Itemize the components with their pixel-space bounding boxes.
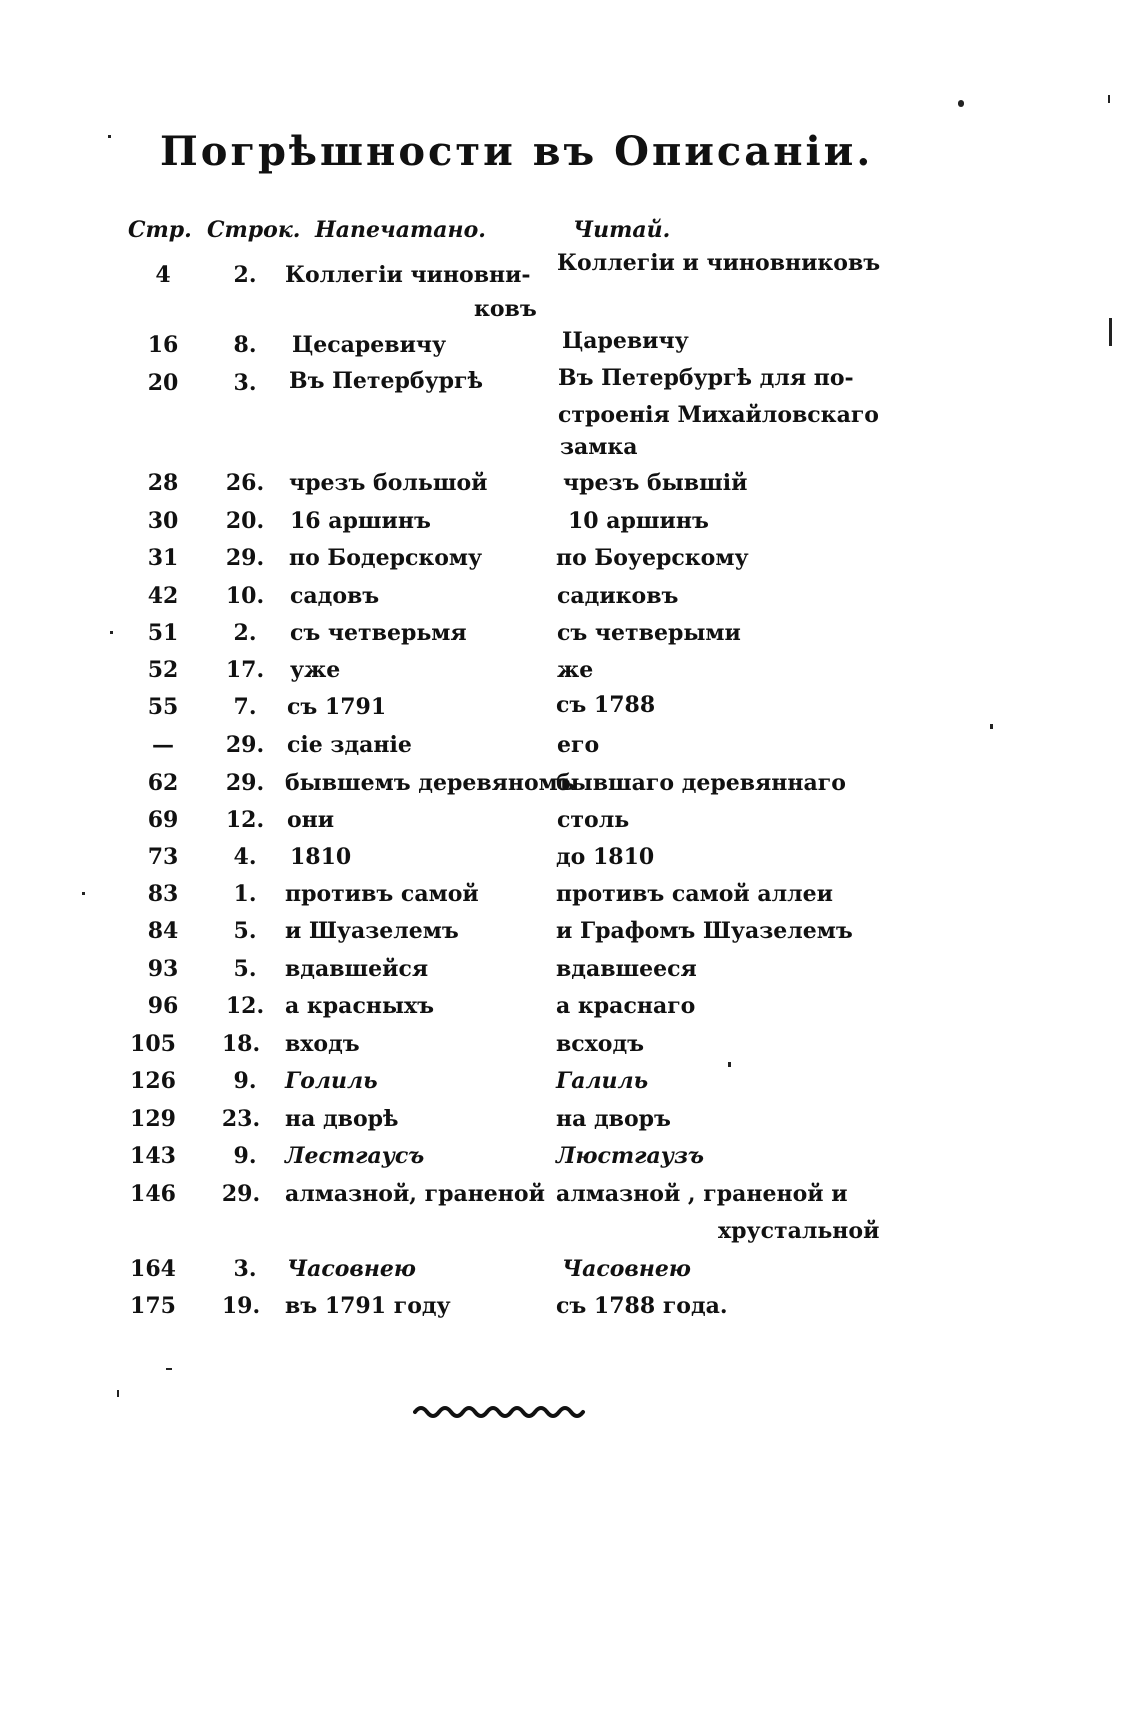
row-printed: бывшемъ деревяномъ <box>285 770 575 796</box>
scan-speck <box>990 724 993 729</box>
row-page: 51 <box>147 620 179 646</box>
row-read: съ 1788 года. <box>556 1293 728 1319</box>
row-printed: сiе зданiе <box>287 732 412 758</box>
row-read-cont: хрустальной <box>718 1218 880 1244</box>
page-title: Погрѣшности въ Описанiи. <box>160 128 874 175</box>
row-read: бывшаго деревяннаго <box>556 770 846 796</box>
row-page: 69 <box>147 807 179 833</box>
row-printed: Часовнею <box>287 1256 416 1282</box>
row-read: Галиль <box>556 1068 649 1094</box>
row-read: противъ самой аллеи <box>556 881 833 907</box>
row-line: 2. <box>233 620 257 646</box>
row-read: алмазной , граненой и <box>556 1181 848 1207</box>
row-line: 12. <box>225 993 265 1019</box>
row-line: 10. <box>225 583 265 609</box>
header-printed: Напечатано. <box>315 217 486 243</box>
row-page: 126 <box>130 1068 176 1094</box>
row-read: его <box>557 732 600 758</box>
scan-speck <box>728 1062 731 1067</box>
row-read: Часовнею <box>562 1256 691 1282</box>
scan-speck <box>166 1368 172 1370</box>
scan-speck <box>82 892 85 895</box>
row-page: 84 <box>147 918 179 944</box>
row-read-cont: замка <box>560 434 638 460</box>
row-line: 4. <box>233 844 257 870</box>
row-line: 29. <box>225 770 265 796</box>
row-printed: они <box>287 807 335 833</box>
row-page: 93 <box>147 956 179 982</box>
row-printed: Голиль <box>285 1068 378 1094</box>
row-page: 16 <box>147 332 179 358</box>
row-line: 3. <box>233 1256 257 1282</box>
row-printed: Въ Петербургѣ <box>289 368 484 394</box>
row-line: 9. <box>233 1143 257 1169</box>
row-printed: съ четверьмя <box>290 620 467 646</box>
row-page: 73 <box>147 844 179 870</box>
row-page: 164 <box>130 1256 176 1282</box>
row-printed: садовъ <box>290 583 380 609</box>
row-read: Коллегiи и чиновниковъ <box>557 250 881 276</box>
row-page: 42 <box>147 583 179 609</box>
row-printed: на дворѣ <box>285 1106 399 1132</box>
row-read: по Боуерскому <box>556 545 749 571</box>
row-printed: уже <box>290 657 341 683</box>
row-read: садиковъ <box>557 583 679 609</box>
header-read: Читай. <box>573 217 671 243</box>
row-read: съ четверыми <box>557 620 741 646</box>
header-line: Строк. <box>207 217 301 243</box>
row-line: 18. <box>221 1031 261 1057</box>
row-printed: съ 1791 <box>287 694 387 720</box>
row-line: 8. <box>233 332 257 358</box>
row-read: столь <box>557 807 630 833</box>
row-printed: 16 аршинъ <box>290 508 431 534</box>
row-read-cont: строенiя Михайловскаго <box>558 402 879 428</box>
row-read: а краснаго <box>556 993 696 1019</box>
row-printed: по Бодерскому <box>289 545 483 571</box>
row-read: Люстгаузъ <box>556 1143 704 1169</box>
row-page: 83 <box>147 881 179 907</box>
row-page: 31 <box>147 545 179 571</box>
row-printed: въ 1791 году <box>285 1293 451 1319</box>
row-page: 143 <box>130 1143 176 1169</box>
row-page: 20 <box>147 370 179 396</box>
row-page: 4 <box>155 262 171 288</box>
row-read: до 1810 <box>556 844 655 870</box>
row-line: 29. <box>225 732 265 758</box>
row-printed-cont: ковъ <box>474 296 537 322</box>
scan-speck <box>110 631 113 634</box>
row-line: 3. <box>233 370 257 396</box>
row-page: 55 <box>147 694 179 720</box>
row-line: 26. <box>225 470 265 496</box>
scan-speck <box>1109 318 1112 346</box>
row-page: — <box>152 732 174 758</box>
row-read: съ 1788 <box>556 692 656 718</box>
row-read: 10 аршинъ <box>568 508 709 534</box>
row-line: 19. <box>221 1293 261 1319</box>
row-printed: алмазной, граненой <box>285 1181 545 1207</box>
row-page: 28 <box>147 470 179 496</box>
row-page: 96 <box>147 993 179 1019</box>
scan-speck <box>117 1390 119 1397</box>
row-printed: Коллегiи чиновни- <box>285 262 531 288</box>
row-line: 29. <box>221 1181 261 1207</box>
row-line: 9. <box>233 1068 257 1094</box>
row-printed: противъ самой <box>285 881 479 907</box>
row-page: 62 <box>147 770 179 796</box>
row-line: 1. <box>233 881 257 907</box>
row-read: и Графомъ Шуазелемъ <box>556 918 853 944</box>
row-page: 129 <box>130 1106 176 1132</box>
row-printed: Цесаревичу <box>292 332 447 358</box>
row-printed: вдавшейся <box>285 956 429 982</box>
row-printed: входъ <box>285 1031 360 1057</box>
row-printed: 1810 <box>290 844 352 870</box>
row-read: на дворъ <box>556 1106 671 1132</box>
row-page: 52 <box>147 657 179 683</box>
row-page: 146 <box>130 1181 176 1207</box>
row-line: 23. <box>221 1106 261 1132</box>
scan-speck <box>1108 95 1110 103</box>
row-line: 20. <box>225 508 265 534</box>
row-line: 2. <box>233 262 257 288</box>
row-printed: Лестгаусъ <box>285 1143 425 1169</box>
row-printed: чрезъ большой <box>289 470 488 496</box>
row-line: 7. <box>233 694 257 720</box>
row-read: вдавшееся <box>556 956 697 982</box>
row-printed: а красныхъ <box>285 993 434 1019</box>
wave-ornament-icon <box>413 1402 593 1422</box>
row-line: 5. <box>233 956 257 982</box>
scan-speck <box>108 135 111 138</box>
row-read: чрезъ бывшiй <box>563 470 748 496</box>
row-page: 30 <box>147 508 179 534</box>
header-page: Стр. <box>128 217 192 243</box>
row-line: 17. <box>225 657 265 683</box>
row-line: 12. <box>225 807 265 833</box>
row-read: Въ Петербургѣ для по- <box>558 365 854 391</box>
row-line: 5. <box>233 918 257 944</box>
row-page: 175 <box>130 1293 176 1319</box>
row-line: 29. <box>225 545 265 571</box>
row-read: всходъ <box>556 1031 645 1057</box>
row-read: же <box>557 657 594 683</box>
row-printed: и Шуазелемъ <box>285 918 459 944</box>
row-read: Царевичу <box>562 328 689 354</box>
row-page: 105 <box>130 1031 176 1057</box>
scan-speck <box>958 100 964 107</box>
